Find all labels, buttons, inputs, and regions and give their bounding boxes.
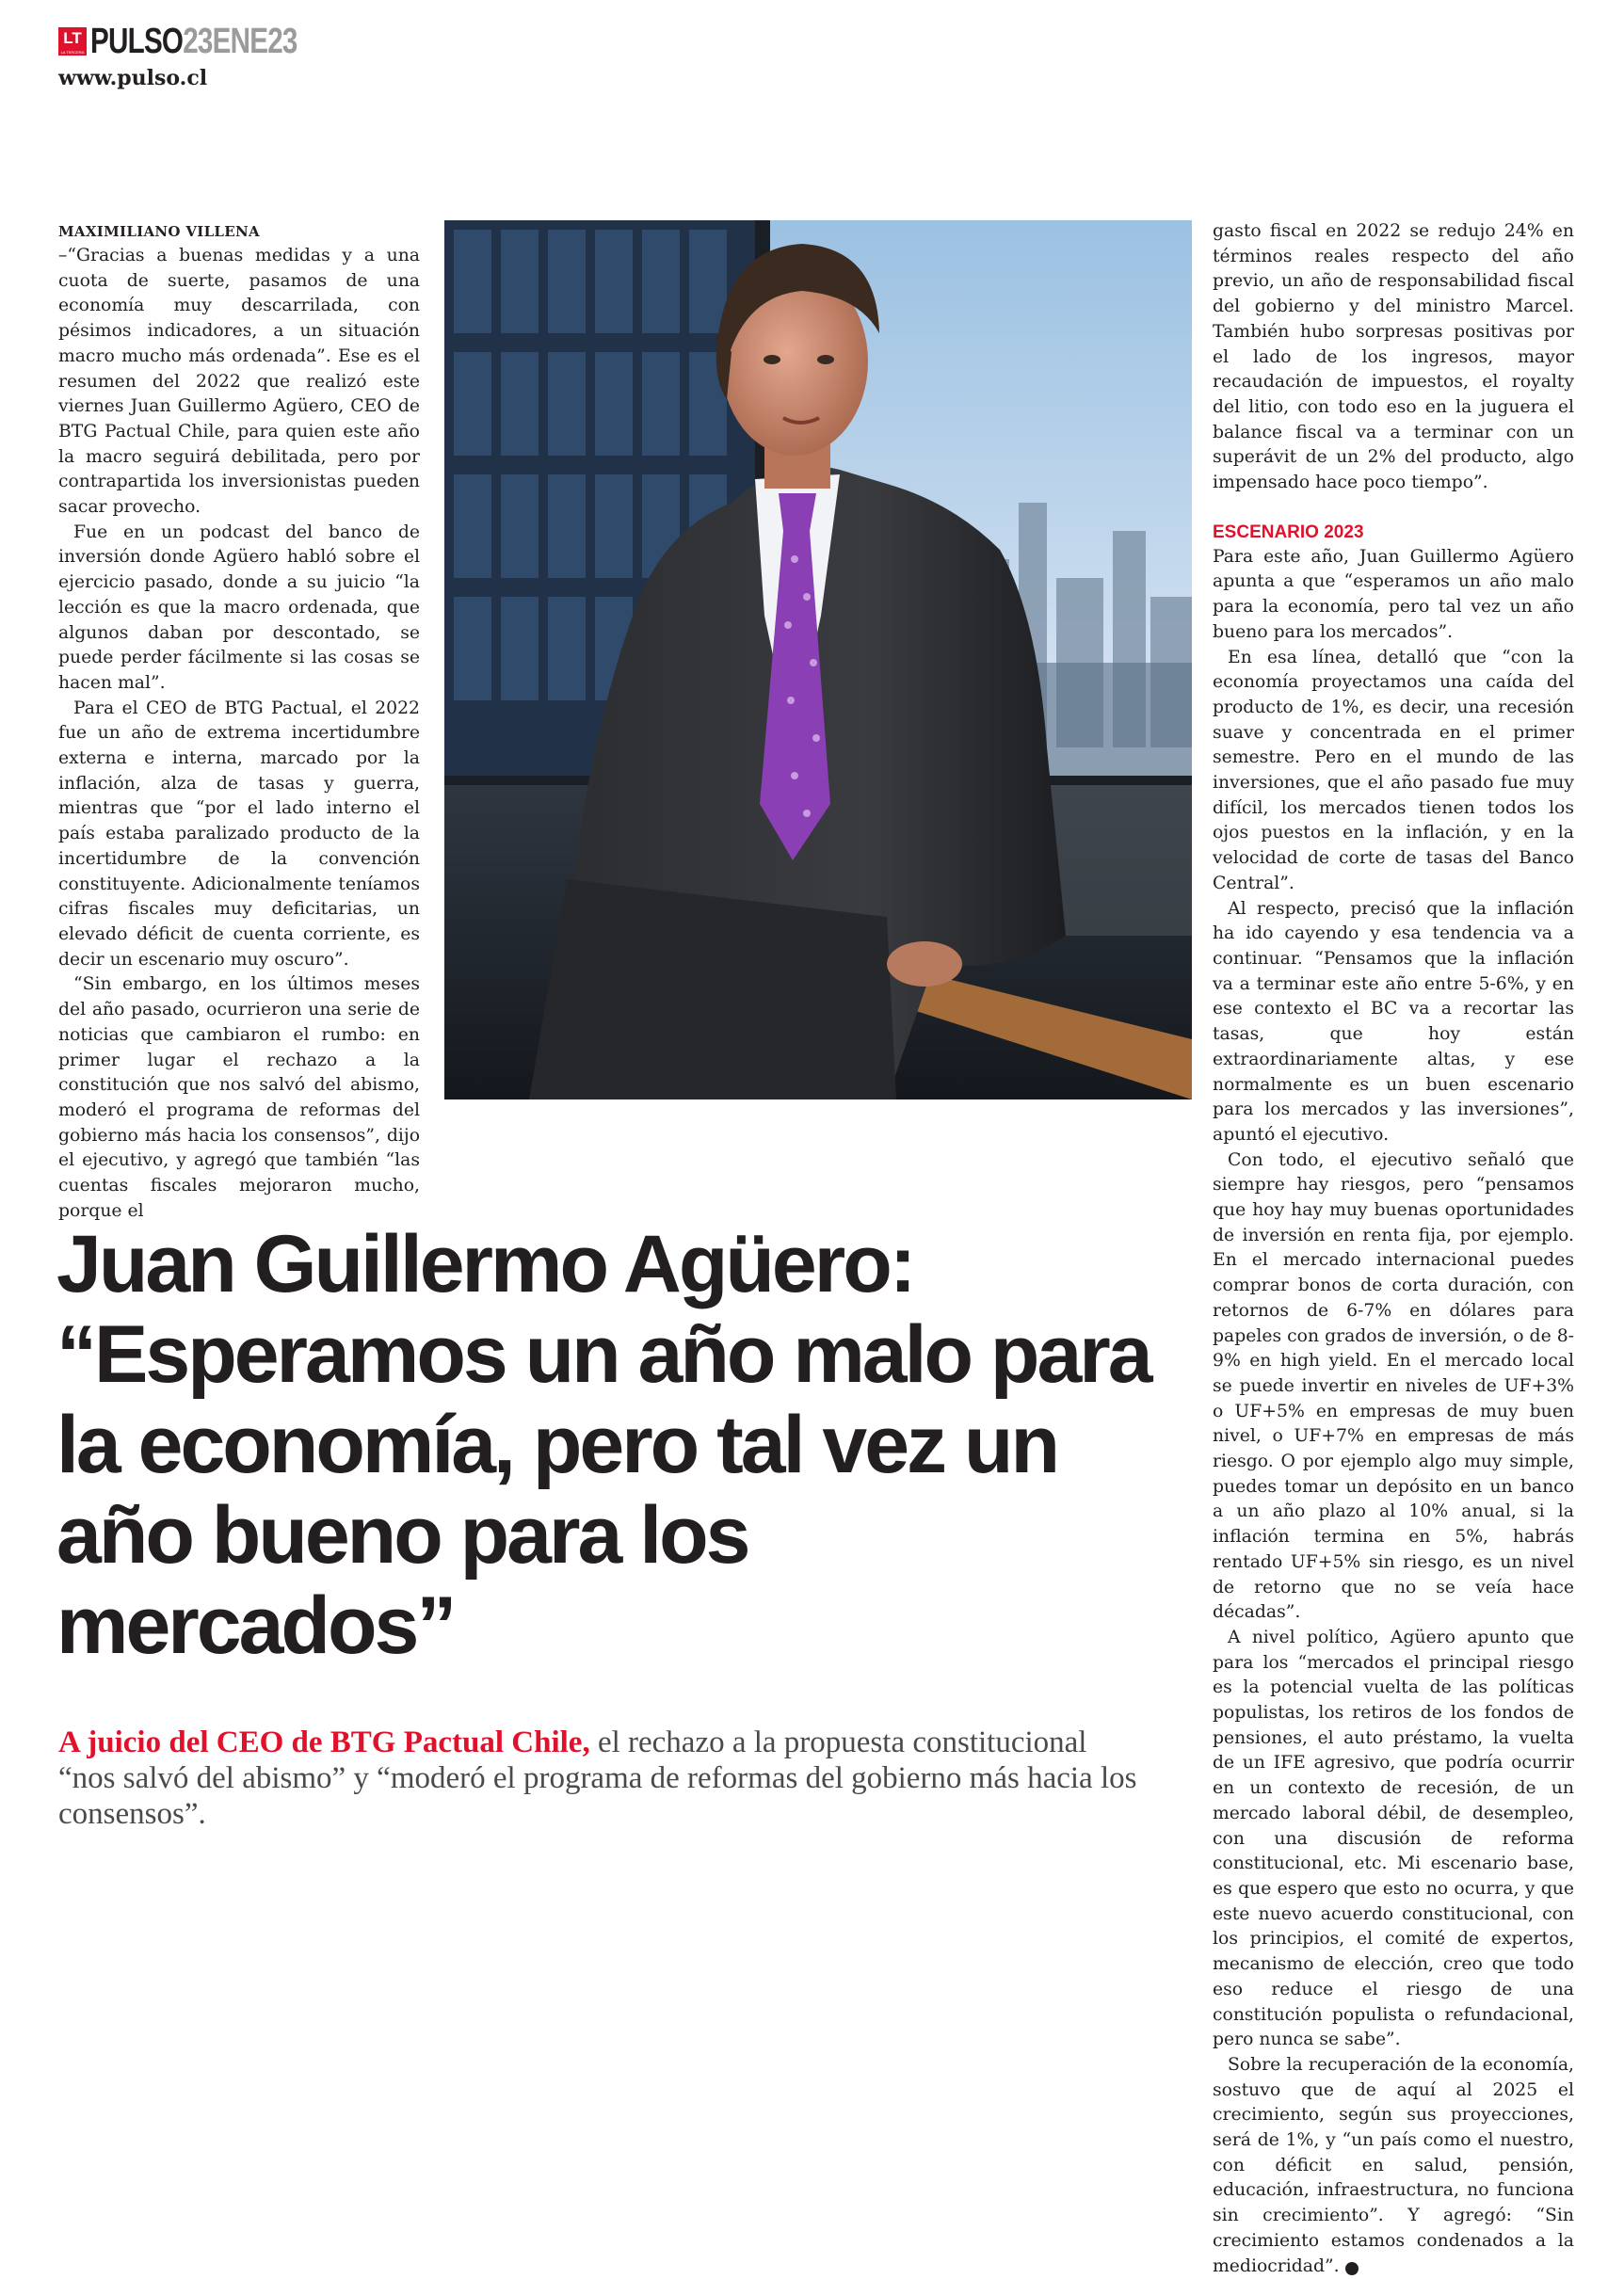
- logo-text: LT: [63, 29, 82, 47]
- article-column-3: [1213, 219, 1574, 2279]
- paragraph: En esa línea, detalló que “con la economía proyectamos una caída del producto de 1%, es decir, una recesión suave y concentrada en el primer semestre. Pero en el mundo de las inversiones, que el año pasado fue muy difícil, los mercados tienen todos los ojos puestos en la inflación, y en la velocidad de corte de tasas del Banco Central”.: [1213, 647, 1574, 893]
- website-link[interactable]: www.pulso.cl: [58, 66, 208, 90]
- paragraph: Fue en un podcast del banco de inversión donde Agüero habló sobre el ejercicio pasado, donde a su juicio “la lección es que la macro ordenada, que algunos daban por descontado, se puede perder fácilmente si las cosas se hacen mal”.: [58, 522, 420, 693]
- article-photo: [444, 220, 1192, 1099]
- section-title: [90, 22, 297, 62]
- paragraph: –“Gracias a buenas medidas y a una cuota de suerte, pasamos de una economía muy descarrilada, con pésimos indicadores, a un situación macro mucho más ordenada”. Ese es el resumen del 2022 que realizó este viernes Juan Guillermo Agüero, CEO de BTG Pactual Chile, para quien este año la macro seguirá debilitada, pero por contrapartida los inversionistas pueden sacar provecho.: [58, 246, 420, 518]
- deck: [58, 1725, 1141, 1832]
- article-column-1: [58, 219, 420, 1224]
- last-paragraph: [1213, 2053, 1574, 2279]
- masthead: [58, 23, 356, 60]
- paragraph: Para este año, Juan Guillermo Agüero apunta a que “esperamos un año malo para la economía, pero tal vez un año bueno para los mercados”.: [1213, 546, 1574, 642]
- paragraph-text: Sobre la recuperación de la economía, sostuvo que de aquí al 2025 el crecimiento, según sus proyecciones, será de 1%, y “un país como el nuestro, con déficit en salud, pensión, educación, infraestructura, no funciona sin crecimiento”. Y agregó: “Sin crecimiento estamos condenados a la mediocridad”.: [1213, 2054, 1574, 2276]
- deck-lead: A juicio del CEO de BTG Pactual Chile,: [58, 1725, 590, 1759]
- deck-text: el rechazo a la propuesta constitucional “nos salvó del abismo” y “moderó el programa de reformas del gobierno más hacia los consensos”.: [58, 1725, 1137, 1831]
- logo-subtext: LA TERCERA: [60, 50, 85, 55]
- section-subhead: ESCENARIO 2023: [1213, 522, 1364, 542]
- headline: Juan Guillermo Agüero: “Esperamos un año malo para la economía, pero tal vez un año bueno para los mercados”: [56, 1219, 1150, 1671]
- la-tercera-logo: [58, 27, 87, 56]
- portrait-image: [444, 220, 1192, 1099]
- paragraph: “Sin embargo, en los últimos meses del año pasado, ocurrieron una serie de noticias que cambiaron el rumbo: en primer lugar el rechazo a la constitución que nos salvó del abismo, moderó el programa de reformas del gobierno más hacia los consensos”, dijo el ejecutivo, y agregó que también “las cuentas fiscales mejoraron mucho, porque el: [58, 974, 420, 1221]
- end-of-article-icon: P: [1345, 2262, 1359, 2275]
- paragraph: Con todo, el ejecutivo señaló que siempre hay riesgos, pero “pensamos que hoy hay muy buenas oportunidades de inversión en renta fija, por ejemplo. En el mercado internacional puedes comprar bonos de corta duración, con retornos de 6-7% en dólares para papeles con grados de inversión, o de 8-9% en high yield. En el mercado local se puede invertir en niveles de UF+3% o UF+5% en empresas de muy buen nivel, o UF+7% en empresas de más riesgo. O por ejemplo algo muy simple, puedes tomar un depósito en un banco a un año plazo al 10% anual, si la inflación termina en 5%, habrás rentado UF+5% sin riesgo, es un nivel de retorno que no se veía hace décadas”.: [1213, 1149, 1574, 1623]
- paragraph: Para el CEO de BTG Pactual, el 2022 fue un año de extrema incertidumbre externa e interna, marcado por la inflación, alza de tasas y guerra, mientras que “por el lado interno el país estaba paralizado producto de la incertidumbre de la convención constituyente. Adicionalmente teníamos cifras fiscales muy deficitarias, un elevado déficit de cuenta corriente, es decir un escenario muy oscuro”.: [58, 698, 420, 970]
- paragraph: gasto fiscal en 2022 se redujo 24% en términos reales respecto del año previo, un año de responsabilidad fiscal del gobierno y del ministro Marcel. También hubo sorpresas positivas por el lado de los ingresos, mayor recaudación de impuestos, el royalty del litio, con todo eso en la juguera el balance fiscal va a terminar con un superávit de un 2% del producto, algo impensado hace poco tiempo”.: [1213, 221, 1574, 493]
- byline: MAXIMILIANO VILLENA: [58, 223, 260, 240]
- issue-date: 23ENE23: [183, 21, 297, 61]
- paragraph: A nivel político, Agüero apunto que para los “mercados el principal riesgo es la potencial vuelta de las políticas populistas, los retiros de los fondos de pensiones, el auto préstamo, la vuelta de un IFE agresivo, que podría ocurrir en un contexto de recesión, de un mercado laboral débil, de desempleo, con una discusión de reforma constitucional, etc. Mi escenario base, es que espero que esto no ocurra, y que este nuevo acuerdo constitucional, con los principios, el comité de expertos, mecanismo de elección, creo que todo eso reduce el riesgo de una constitución populista o refundacional, pero nunca se sabe”.: [1213, 1627, 1574, 2050]
- paragraph: Al respecto, precisó que la inflación ha ido cayendo y esa tendencia va a continuar. “Pensamos que la inflación va a terminar este año entre 5-6%, y en ese contexto el BC va a recortar las tasas, que hoy están extraordinariamente altas, y ese normalmente es un buen escenario para los mercados y las inversiones”, apuntó el ejecutivo.: [1213, 898, 1574, 1145]
- section-name: PULSO: [90, 21, 184, 61]
